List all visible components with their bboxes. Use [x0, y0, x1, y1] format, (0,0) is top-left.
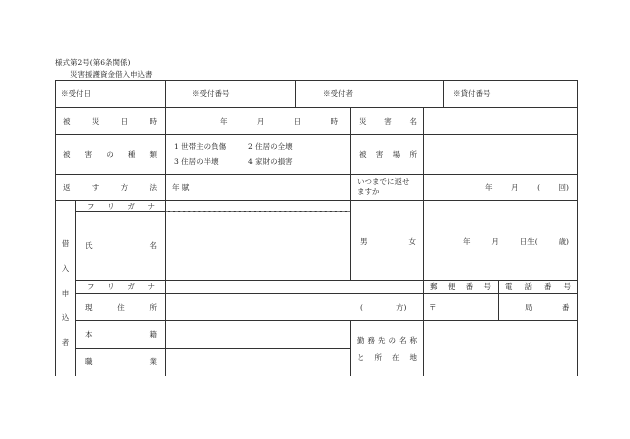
disaster-date-label: 被 災 日 時: [63, 117, 157, 126]
furigana-label: フ リ ガ ナ: [87, 202, 155, 211]
receipt-number-label: ※受付番号: [192, 89, 230, 98]
domicile-label: 本 籍: [85, 330, 157, 339]
borrower-side-label: 借 入 申 込 者: [61, 239, 70, 347]
occupation-label: 職 業: [85, 357, 157, 366]
address-care-of-open: (: [360, 303, 363, 312]
address-label: 現 住 所: [85, 303, 157, 312]
damage-type-1: 1 世帯主の負傷: [174, 142, 227, 151]
repayment-method-value: 年 賦: [172, 183, 190, 192]
name-label: 氏 名: [85, 241, 157, 250]
receiver-label: ※受付者: [323, 89, 353, 98]
loan-number-label: ※貸付番号: [453, 89, 491, 98]
gender-options: 男 女: [360, 237, 416, 246]
address-care-of-close: 方): [396, 303, 407, 312]
phone-number-suffix: 番: [562, 303, 570, 312]
form-title: 災害援護資金借入申込書: [70, 70, 153, 79]
repayment-deadline-label-2: ますか: [357, 187, 380, 196]
phone-number-label: 電 話 番 号: [505, 282, 571, 291]
disaster-date-units: 年 月 日 時: [220, 117, 338, 126]
damage-type-3: 3 住居の半壊: [174, 157, 219, 166]
furigana-label-2: フ リ ガ ナ: [87, 282, 155, 291]
form-number: 様式第2号(第6条関係): [55, 58, 131, 67]
repayment-deadline-label: いつまでに返せ: [357, 177, 410, 186]
birth-date-units: 年 月 日生( 歳): [463, 237, 569, 246]
disaster-name-label: 災 害 名: [359, 117, 417, 126]
damage-type-4: 4 家財の損害: [248, 157, 293, 166]
repayment-deadline-units: 年 月 ( 回): [485, 183, 569, 192]
employer-label-line1: 勤 務 先 の 名 称: [357, 336, 417, 345]
postal-code-label: 郵 便 番 号: [430, 282, 491, 291]
employer-label-line2: と 所 在 地: [357, 353, 417, 362]
damage-type-label: 被 害 の 種 類: [63, 150, 157, 159]
postal-mark: 〒: [429, 303, 437, 312]
repayment-method-label: 返 す 方 法: [63, 183, 157, 192]
damage-type-2: 2 住居の全壊: [248, 142, 293, 151]
application-form-table: [55, 80, 577, 376]
phone-office-label: 局: [525, 303, 533, 312]
receipt-date-label: ※受付日: [61, 89, 91, 98]
damage-place-label: 被 害 場 所: [359, 150, 417, 159]
